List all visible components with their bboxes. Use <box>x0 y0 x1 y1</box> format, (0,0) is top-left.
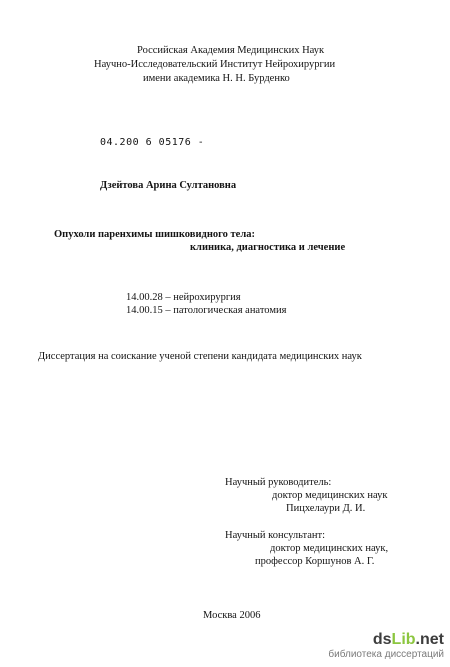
city-year: Москва 2006 <box>203 610 261 621</box>
specialty-2: 14.00.15 – патологическая анатомия <box>126 305 287 316</box>
consultant-degree: доктор медицинских наук, <box>270 543 389 554</box>
watermark-subtitle: библиотека диссертаций <box>328 649 444 660</box>
title-line-1: Опухоли паренхимы шишковидного тела: <box>54 229 255 240</box>
consultant-name: профессор Коршунов А. Г. <box>255 556 375 567</box>
watermark <box>328 631 444 661</box>
header-institute: Научно-Исследовательский Институт Нейрохирургии <box>94 59 336 70</box>
header-academy: Российская Академия Медицинских Наук <box>137 45 325 56</box>
consultant-role: Научный консультант: <box>225 530 326 541</box>
header-named-after: имени академика Н. Н. Бурденко <box>143 73 290 84</box>
author-name: Дзейтова Арина Султановна <box>100 180 237 191</box>
registration-stamp: 04.200 6 05176 - <box>100 137 205 148</box>
specialty-1: 14.00.28 – нейрохирургия <box>126 292 241 303</box>
supervisor-degree: доктор медицинских наук <box>272 490 388 501</box>
dissertation-degree: Диссертация на соискание ученой степени кандидата медицинских наук <box>38 351 362 362</box>
title-line-2: клиника, диагностика и лечение <box>190 242 346 253</box>
watermark-logo: dsLib.net <box>372 631 444 648</box>
supervisor-role: Научный руководитель: <box>225 477 332 488</box>
supervisor-name: Пицхелаури Д. И. <box>286 503 366 514</box>
